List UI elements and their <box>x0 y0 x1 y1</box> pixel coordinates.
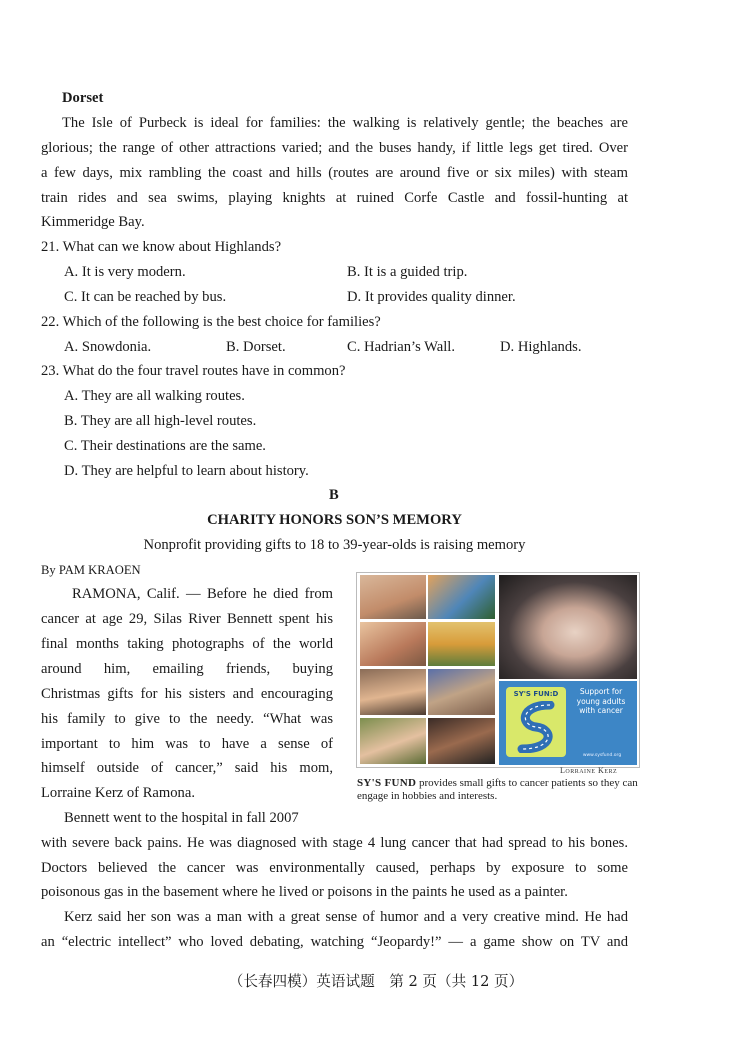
photo-man-smiling <box>360 669 426 715</box>
article-line-8: himself outside of cancer,” said his mom, <box>41 760 333 776</box>
article-line-1: RAMONA, Calif. — Before he died from <box>72 586 333 602</box>
question-23-stem: 23. What do the four travel routes have in common? <box>41 363 346 379</box>
article-title: CHARITY HONORS SON’S MEMORY <box>207 512 462 528</box>
caption-fund-name: SY'S FUND <box>357 777 417 789</box>
page-footer: （长春四模）英语试题 第 2 页（共 12 页） <box>228 973 524 990</box>
photo-bicycle <box>428 622 495 666</box>
sys-fund-logo-text: SY'S FUN:D <box>513 690 559 698</box>
sys-fund-logo-panel <box>499 681 637 765</box>
charity-photo-collage <box>356 572 640 768</box>
dorset-line-5: Kimmeridge Bay. <box>41 214 145 230</box>
article-line-4: around him, emailing friends, buying <box>41 661 333 677</box>
article-line-5: Christmas gifts for his sisters and encouraging <box>41 686 333 702</box>
article-line-10: Bennett went to the hospital in fall 2007 <box>64 810 299 826</box>
article-full-line-4: Kerz said her son was a man with a great sense of humor and a very creative mind. He had <box>64 909 628 925</box>
q22-option-b: B. Dorset. <box>226 339 286 355</box>
q23-option-c: C. Their destinations are the same. <box>64 438 266 454</box>
photo-large-portrait <box>499 575 637 679</box>
article-subtitle: Nonprofit providing gifts to 18 to 39-year-olds is raising memory <box>143 537 526 553</box>
q22-option-a: A. Snowdonia. <box>64 339 152 355</box>
q23-option-b: B. They are all high-level routes. <box>64 413 257 429</box>
article-line-3: final months taking photographs of the world <box>41 636 333 652</box>
q23-option-a: A. They are all walking routes. <box>64 388 245 404</box>
photo-two-girls <box>360 622 426 666</box>
article-full-line-5: an “electric intellect” who loved debating, watching “Jeopardy!” — a game show on TV and <box>41 934 628 950</box>
photo-family <box>428 669 495 715</box>
q21-option-d: D. It provides quality dinner. <box>347 289 516 305</box>
photo-group-outdoors <box>428 575 495 619</box>
q23-option-d: D. They are helpful to learn about history. <box>64 463 309 479</box>
article-line-6: his family to give to the needy. “What was <box>41 711 333 727</box>
road-s-icon <box>514 701 558 753</box>
photo-woman-portrait <box>360 575 426 619</box>
sys-fund-support-text: Support for young adults with cancer <box>576 687 626 715</box>
question-21-stem: 21. What can we know about Highlands? <box>41 239 282 255</box>
article-full-line-1: with severe back pains. He was diagnosed with stage 4 lung cancer that had spread to his bones. <box>41 835 628 851</box>
q22-option-d: D. Highlands. <box>500 339 582 355</box>
q22-option-c: C. Hadrian’s Wall. <box>347 339 455 355</box>
photo-young-woman <box>360 718 426 764</box>
article-line-2: cancer at age 29, Silas River Bennett spent his <box>41 611 333 627</box>
photo-credit: Lorraine Kerz <box>560 766 618 775</box>
sys-fund-logo <box>506 687 566 757</box>
article-line-7: important to him was to have a sense of <box>41 736 333 752</box>
dorset-heading: Dorset <box>62 90 104 106</box>
q21-option-c: C. It can be reached by bus. <box>64 289 227 305</box>
photo-woman-sunglasses <box>428 718 495 764</box>
article-byline: By PAM KRAOEN <box>41 563 141 577</box>
dorset-line-4: train rides and sea swims, playing knights at ruined Corfe Castle and fossil-hunting at <box>41 190 628 206</box>
dorset-line-1: The Isle of Purbeck is ideal for families: the walking is relatively gentle; the beaches are <box>62 115 628 131</box>
photo-caption <box>357 777 641 802</box>
article-full-line-3: poisonous gas in the basement where he lived or poisons in the paints he used as a painter. <box>41 884 568 900</box>
section-b-letter: B <box>329 487 339 503</box>
dorset-line-2: glorious; the range of other attractions varied; and the buses handy, if little legs get tired. Over <box>41 140 628 156</box>
article-line-9: Lorraine Kerz of Ramona. <box>41 785 195 801</box>
q21-option-b: B. It is a guided trip. <box>347 264 468 280</box>
article-full-line-2: Doctors believed the cancer was environmentally caused, perhaps by exposure to some <box>41 860 628 876</box>
question-22-stem: 22. Which of the following is the best choice for families? <box>41 314 381 330</box>
q21-option-a: A. It is very modern. <box>64 264 186 280</box>
dorset-line-3: a few days, mix rambling the coast and hills (routes are around five or six miles) with steam <box>41 165 628 181</box>
caption-text: provides small gifts to cancer patients so they can engage in hobbies and interests. <box>357 777 638 802</box>
sys-fund-website: www.sysfund.org <box>582 753 622 758</box>
